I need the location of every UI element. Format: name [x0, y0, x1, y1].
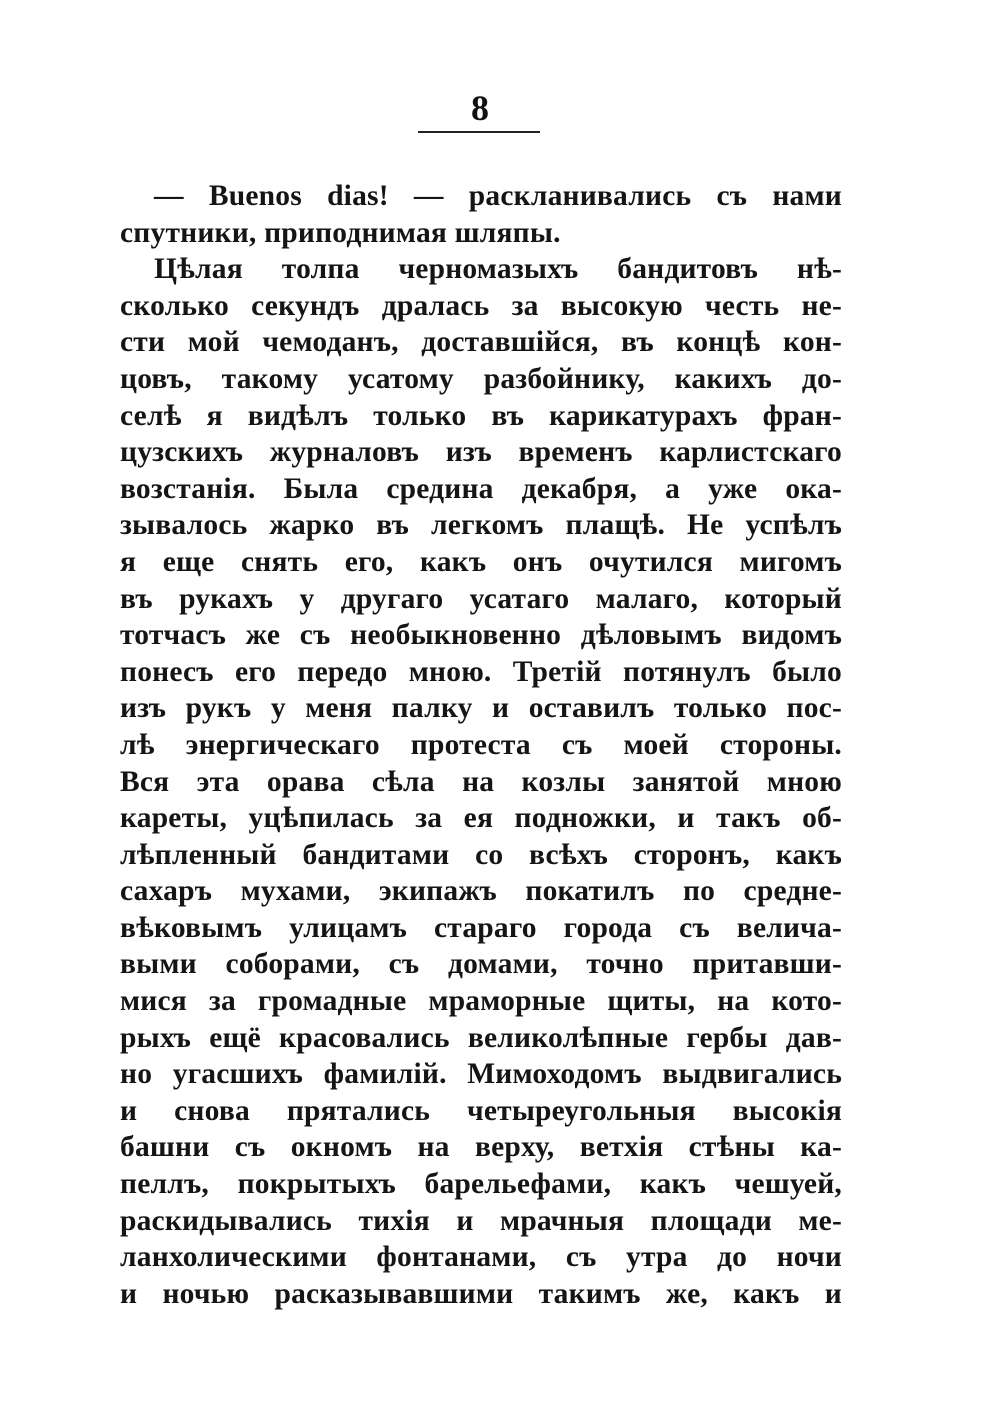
text-line: изъ рукъ у меня палку и оставилъ только пос-: [120, 692, 842, 725]
text-line: зывалось жарко въ легкомъ плащѣ. Не успѣлъ: [120, 509, 842, 542]
text-line: но угасшихъ фамилій. Мимоходомъ выдвигались: [120, 1058, 842, 1091]
text-line: возстанія. Была средина декабря, а уже ока-: [120, 472, 842, 505]
text-line: рыхъ ещё красовались великолѣпные гербы дав-: [120, 1021, 842, 1054]
text-line: цовъ, такому усатому разбойнику, какихъ до-: [120, 362, 842, 395]
text-line: сколько секундъ дралась за высокую честь не-: [120, 289, 842, 322]
text-line: сти мой чемоданъ, доставшійся, въ концѣ кон-: [120, 326, 842, 359]
text-line: сахаръ мухами, экипажъ покатилъ по средне-: [120, 875, 842, 908]
body-text: [120, 178, 842, 1312]
text-line: мися за громадные мраморные щиты, на кото-: [120, 985, 842, 1018]
text-line: раскидывались тихія и мрачныя площади ме-: [120, 1204, 842, 1237]
text-line: кареты, уцѣпилась за ея подножки, и такъ об-: [120, 802, 842, 835]
text-line: тотчасъ же съ необыкновенно дѣловымъ видомъ: [120, 619, 842, 652]
text-line: вѣковымъ улицамъ стараго города съ велича-: [120, 911, 842, 944]
text-line: понесъ его передо мною. Третій потянулъ было: [120, 655, 842, 688]
page-number-rule: [418, 131, 540, 133]
page-number: 8: [471, 88, 489, 128]
text-line: башни съ окномъ на верху, ветхія стѣны ка-: [120, 1131, 842, 1164]
text-line: и снова прятались четыреугольныя высокія: [120, 1094, 842, 1127]
text-line: пеллъ, покрытыхъ барельефами, какъ чешуей,: [120, 1168, 842, 1201]
text-line: лѣ энергическаго протеста съ моей стороны.: [120, 728, 842, 761]
text-line: и ночью расказывавшими такимъ же, какъ и: [120, 1277, 842, 1310]
text-line: выми соборами, съ домами, точно притавши-: [120, 948, 842, 981]
text-line: — Buenos dias! — раскланивались съ нами: [154, 180, 842, 212]
text-line: въ рукахъ у другаго усатаго малаго, который: [120, 582, 842, 615]
text-line: селѣ я видѣлъ только въ карикатурахъ фран-: [120, 399, 842, 432]
text-line: Вся эта орава сѣла на козлы занятой мною: [120, 765, 842, 798]
text-line: спутники, приподнимая шляпы.: [120, 216, 561, 249]
text-line: ланхолическими фонтанами, съ утра до ночи: [120, 1241, 842, 1274]
text-line: Цѣлая толпа черномазыхъ бандитовъ нѣ-: [154, 253, 842, 286]
text-line: лѣпленный бандитами со всѣхъ сторонъ, какъ: [120, 838, 842, 871]
text-line: я еще снять его, какъ онъ очутился мигомъ: [120, 545, 842, 578]
text-line: цузскихъ журналовъ изъ временъ карлистскаго: [120, 436, 842, 469]
